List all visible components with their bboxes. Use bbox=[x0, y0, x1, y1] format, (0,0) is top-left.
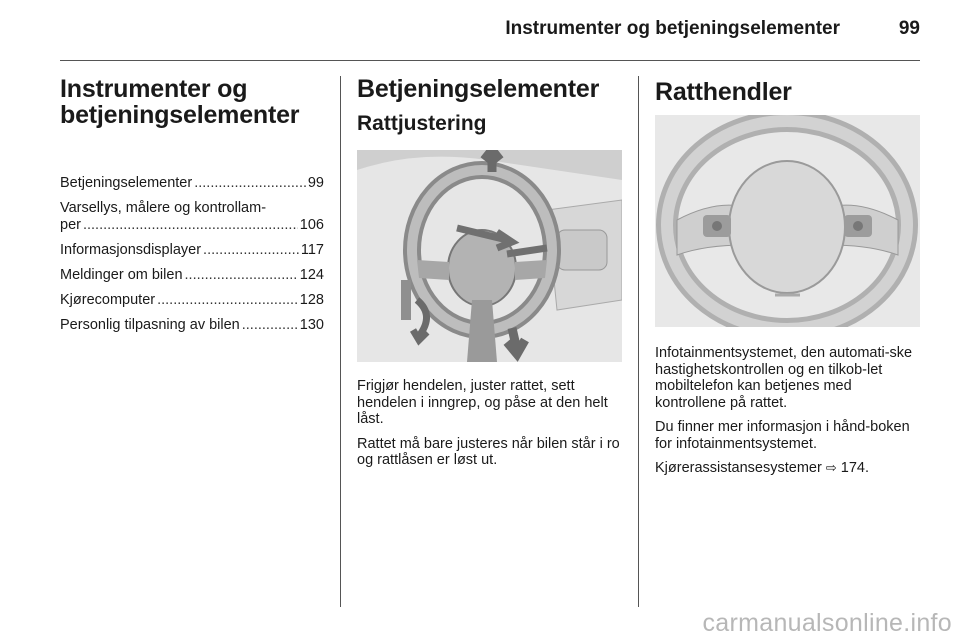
section-title: Ratthendler bbox=[655, 78, 792, 106]
toc-entry[interactable]: Kjørecomputer ..... 128 bbox=[60, 292, 324, 309]
body-paragraph: Rattet må bare justeres når bilen står i ro og rattlåsen er løst ut. bbox=[357, 435, 620, 468]
body-paragraph: Du finner mer informasjon i hånd-boken for infotainmentsystemet. bbox=[655, 419, 910, 452]
body-paragraph: Infotainmentsystemet, den automati-ske hastighetskontrollen og en tilkob-let mobiltelefon kan betjenes med kontrollene på rattet. bbox=[655, 345, 913, 411]
toc-entry[interactable]: Personlig tilpasning av bilen ..... 130 bbox=[60, 317, 324, 334]
toc-leader bbox=[203, 242, 299, 259]
table-of-contents bbox=[60, 175, 324, 334]
toc-leader bbox=[194, 175, 306, 192]
cross-reference[interactable]: Kjørerassistansesystemer ⇨ 174. bbox=[655, 460, 869, 476]
arrow-reference-icon: ⇨ bbox=[825, 460, 837, 475]
toc-leader bbox=[83, 217, 298, 234]
section-title: Betjeningselementer bbox=[357, 75, 600, 103]
subsection-title: Rattjustering bbox=[357, 112, 487, 135]
toc-entry[interactable]: Informasjonsdisplayer ..... 117 bbox=[60, 242, 324, 259]
toc-leader bbox=[157, 292, 298, 309]
chapter-title: Instrumenter og betjeningselementer bbox=[60, 75, 300, 129]
toc-leader bbox=[242, 317, 298, 334]
steering-wheel-controls-illustration bbox=[655, 115, 920, 327]
header-rule bbox=[60, 60, 920, 61]
steering-controls-column bbox=[655, 76, 920, 485]
toc-entry[interactable]: Varsellys, målere og kontrollam- per ..... 106 bbox=[60, 200, 324, 234]
toc-leader bbox=[185, 267, 298, 284]
running-title: Instrumenter og betjeningselementer bbox=[505, 18, 840, 39]
column-divider-1 bbox=[340, 76, 341, 607]
page-number: 99 bbox=[898, 18, 920, 39]
body-paragraph: Frigjør hendelen, juster rattet, sett hendelen i inngrep, og påse at den helt låst. bbox=[357, 378, 608, 427]
steering-adjustment-column bbox=[357, 76, 622, 477]
page-header bbox=[60, 16, 920, 50]
column-divider-2 bbox=[638, 76, 639, 607]
toc-entry[interactable]: Meldinger om bilen ..... 124 bbox=[60, 267, 324, 284]
toc-entry[interactable]: Betjeningselementer ..... 99 bbox=[60, 175, 324, 192]
chapter-contents-column bbox=[60, 76, 324, 342]
steering-adjustment-illustration bbox=[357, 150, 622, 362]
watermark: carmanualsonline.info bbox=[702, 609, 952, 637]
